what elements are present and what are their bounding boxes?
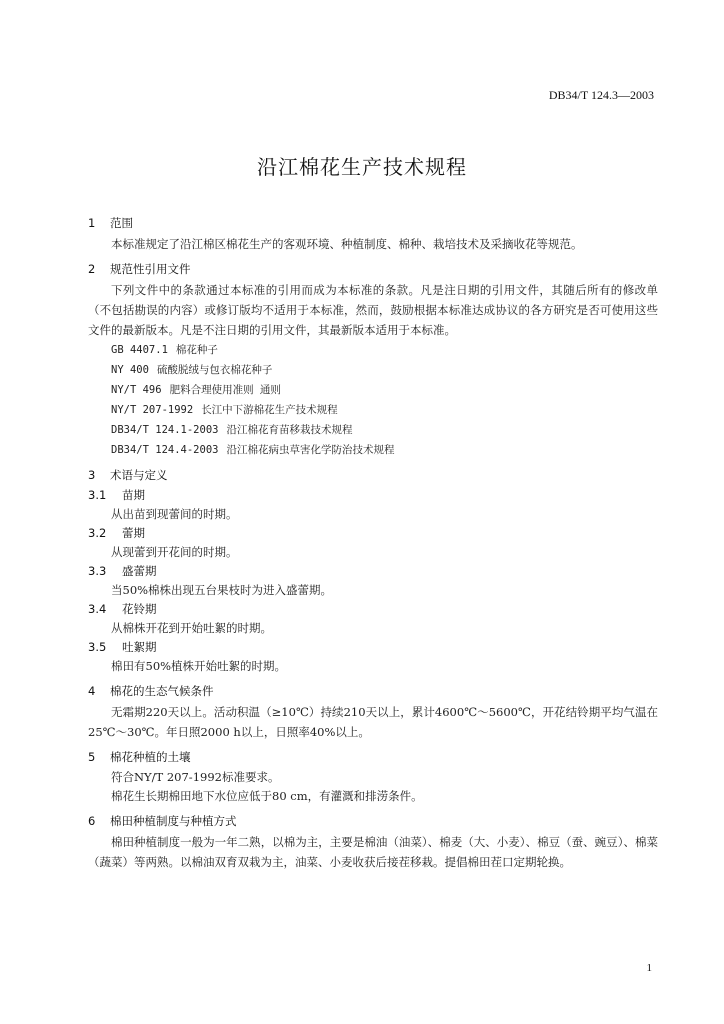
term-number: 3.2 (88, 526, 107, 540)
section-heading-6 (88, 810, 658, 832)
section-title: 棉花种植的土壤 (110, 750, 191, 764)
term-heading (88, 562, 658, 581)
term-title: 吐絮期 (122, 640, 157, 654)
term-heading (88, 524, 658, 543)
reference-code: DB34/T 124.1-2003 (111, 424, 219, 436)
term-number: 3.4 (88, 602, 107, 616)
document-body (88, 208, 658, 872)
section-number: 6 (88, 814, 96, 828)
section-title: 棉花的生态气候条件 (110, 684, 214, 698)
term-heading (88, 638, 658, 657)
reference-code: NY/T 496 (111, 384, 162, 396)
page-title: 沿江棉花生产技术规程 (257, 155, 467, 179)
term-title: 蕾期 (122, 526, 145, 540)
section-number: 4 (88, 684, 96, 698)
term-heading (88, 486, 658, 505)
reference-code: NY 400 (111, 364, 149, 376)
section-number: 5 (88, 750, 96, 764)
reference-code: GB 4407.1 (111, 344, 168, 356)
term-heading (88, 600, 658, 619)
reference-code: DB34/T 124.4-2003 (111, 444, 219, 456)
reference-name: 硫酸脱绒与包衣棉花种子 (156, 364, 273, 376)
reference-item (88, 400, 658, 420)
section-number: 3 (88, 468, 96, 482)
section-paragraph: 棉田种植制度一般为一年二熟，以棉为主，主要是棉油（油菜）、棉麦（大、小麦）、棉豆（蚕、豌豆）、棉菜（蔬菜）等两熟。以棉油双育双栽为主，油菜、小麦收获后接茬移栽。提倡棉田茬口定期轮换。 (88, 835, 658, 869)
reference-name: 长江中下游棉花生产技术规程 (201, 404, 338, 416)
section-title: 规范性引用文件 (110, 262, 191, 276)
term-title: 盛蕾期 (122, 564, 157, 578)
reference-item (88, 360, 658, 380)
term-title: 苗期 (122, 488, 145, 502)
term-definition: 棉田有50%植株开始吐絮的时期。 (111, 659, 287, 673)
term-number: 3.3 (88, 564, 107, 578)
section-title: 术语与定义 (110, 468, 168, 482)
reference-item (88, 440, 658, 460)
section-number: 2 (88, 262, 96, 276)
term-number: 3.5 (88, 640, 107, 654)
reference-name: 棉花种子 (175, 344, 218, 356)
reference-name: 沿江棉花病虫草害化学防治技术规程 (226, 444, 395, 456)
reference-item (88, 340, 658, 360)
term-definition: 从棉株开花到开始吐絮的时期。 (111, 621, 272, 635)
section-line: 符合NY/T 207-1992标准要求。 (111, 770, 280, 784)
term-definition: 从现蕾到开花间的时期。 (111, 545, 238, 559)
reference-name: 沿江棉花育苗移栽技术规程 (226, 424, 353, 436)
reference-item (88, 380, 658, 400)
term-definition: 从出苗到现蕾间的时期。 (111, 507, 238, 521)
section-paragraph: 无霜期220天以上。活动积温（≥10℃）持续210天以上，累计4600℃～5600℃，开花结铃期平均气温在25℃～30℃。年日照2000 h以上，日照率40%以上。 (88, 705, 658, 739)
reference-code: NY/T 207-1992 (111, 404, 194, 416)
section-heading-3 (88, 464, 658, 486)
page-number: 1 (646, 962, 652, 974)
section-heading-5 (88, 746, 658, 768)
section-line: 棉花生长期棉田地下水位应低于80 cm，有灌溉和排涝条件。 (111, 789, 423, 803)
section-heading-2 (88, 258, 658, 280)
section-title: 棉田种植制度与种植方式 (110, 814, 237, 828)
standard-code: DB34/T 124.3—2003 (548, 88, 654, 102)
section-paragraph: 下列文件中的条款通过本标准的引用而成为本标准的条款。凡是注日期的引用文件，其随后所有的修改单（不包括勘误的内容）或修订版均不适用于本标准，然而，鼓励根据本标准达成协议的各方研究是否可使用这些文件的最新版本。凡是不注日期的引用文件，其最新版本适用于本标准。 (88, 283, 658, 337)
section-heading-1 (88, 212, 658, 234)
reference-name: 肥料合理使用准则 通则 (169, 384, 281, 396)
reference-item (88, 420, 658, 440)
section-heading-4 (88, 680, 658, 702)
term-title: 花铃期 (122, 602, 157, 616)
section-paragraph: 本标准规定了沿江棉区棉花生产的客观环境、种植制度、棉种、栽培技术及采摘收花等规范。 (111, 237, 583, 251)
section-title: 范围 (110, 216, 133, 230)
section-number: 1 (88, 216, 96, 230)
term-number: 3.1 (88, 488, 107, 502)
term-definition: 当50%棉株出现五台果枝时为进入盛蕾期。 (111, 583, 333, 597)
